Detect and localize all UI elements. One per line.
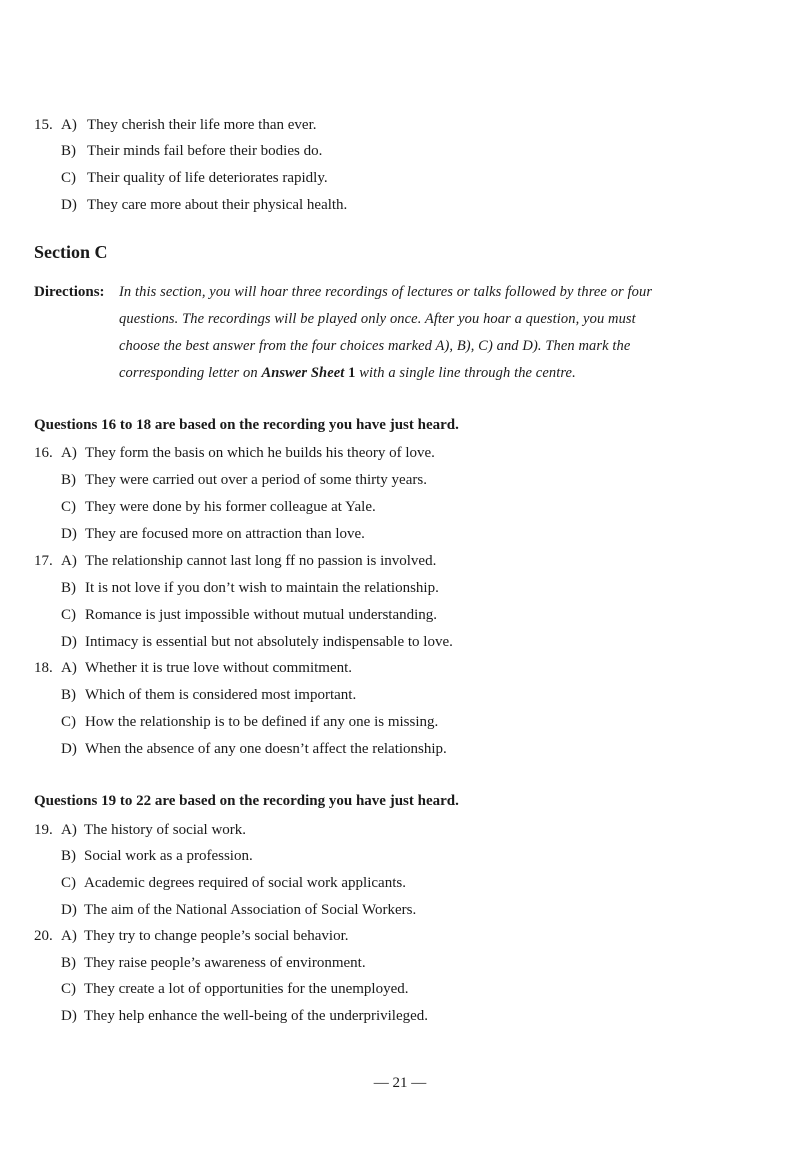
option-letter: D) — [61, 526, 77, 542]
option-letter: A) — [61, 928, 77, 944]
option-text: The aim of the National Association of Social Workers. — [84, 902, 417, 918]
option-letter: B) — [61, 848, 76, 864]
directions-line-2: questions. The recordings will be played only once. After you hoar a question, you must — [119, 311, 636, 327]
option-text: They care more about their physical health. — [87, 197, 348, 213]
question-number: 19. — [34, 822, 53, 838]
option-letter: C) — [61, 170, 76, 186]
option-text: Intimacy is essential but not absolutely indispensable to love. — [85, 634, 453, 650]
option-letter: C) — [61, 981, 76, 997]
option-letter: A) — [61, 822, 77, 838]
option-letter: D) — [61, 902, 77, 918]
answer-sheet-label: Answer Sheet — [261, 365, 345, 381]
option-text: They raise people’s awareness of environment. — [84, 955, 366, 971]
directions-label: Directions: — [34, 284, 105, 300]
questions-16-18-heading: Questions 16 to 18 are based on the recording you have just heard. — [34, 417, 459, 433]
option-letter: B) — [61, 472, 76, 488]
option-text: It is not love if you don’t wish to maintain the relationship. — [85, 580, 439, 596]
directions-line-4-start: corresponding letter on — [119, 365, 258, 381]
option-text: The history of social work. — [84, 822, 247, 838]
option-letter: B) — [61, 143, 76, 159]
option-text: They are focused more on attraction than love. — [85, 526, 365, 542]
directions-line-4 — [119, 365, 576, 382]
option-text: They cherish their life more than ever. — [87, 117, 317, 133]
option-letter: D) — [61, 1008, 77, 1024]
directions-line-1: In this section, you will hoar three recordings of lectures or talks followed by three or four — [119, 284, 653, 300]
option-text: Social work as a profession. — [84, 848, 253, 864]
section-title: Section C — [34, 242, 108, 262]
option-letter: A) — [61, 445, 77, 461]
option-text: They were done by his former colleague at Yale. — [85, 499, 376, 515]
option-text: Their minds fail before their bodies do. — [87, 143, 323, 159]
option-letter: B) — [61, 955, 76, 971]
option-letter: A) — [61, 553, 77, 569]
option-letter: A) — [61, 660, 77, 676]
option-letter: D) — [61, 634, 77, 650]
answer-sheet-number: 1 — [348, 365, 356, 381]
option-text: Academic degrees required of social work applicants. — [84, 875, 406, 891]
question-number: 15. — [34, 117, 53, 133]
option-text: When the absence of any one doesn’t affect the relationship. — [85, 741, 447, 757]
option-letter: D) — [61, 197, 77, 213]
option-letter: B) — [61, 580, 76, 596]
option-text: Romance is just impossible without mutual understanding. — [85, 607, 438, 623]
option-text: Which of them is considered most important. — [85, 687, 357, 703]
directions-line-3: choose the best answer from the four choices marked A), B), C) and D). Then mark the — [119, 338, 631, 354]
option-letter: C) — [61, 875, 76, 891]
option-text: The relationship cannot last long ff no passion is involved. — [85, 553, 437, 569]
option-letter: A) — [61, 117, 77, 133]
question-number: 17. — [34, 553, 53, 569]
question-number: 18. — [34, 660, 53, 676]
page-number: — 21 — — [373, 1075, 427, 1091]
option-letter: D) — [61, 741, 77, 757]
option-text: Their quality of life deteriorates rapidly. — [87, 170, 328, 186]
option-text: Whether it is true love without commitment. — [85, 660, 353, 676]
question-number: 16. — [34, 445, 53, 461]
option-text: They help enhance the well-being of the underprivileged. — [84, 1008, 429, 1024]
option-text: How the relationship is to be defined if any one is missing. — [85, 714, 439, 730]
option-letter: C) — [61, 607, 76, 623]
directions-line-4-end: with a single line through the centre. — [359, 365, 576, 381]
option-text: They form the basis on which he builds his theory of love. — [85, 445, 435, 461]
option-text: They create a lot of opportunities for the unemployed. — [84, 981, 409, 997]
question-number: 20. — [34, 928, 53, 944]
questions-19-22-heading: Questions 19 to 22 are based on the recording you have just heard. — [34, 793, 459, 809]
option-letter: C) — [61, 499, 76, 515]
option-letter: B) — [61, 687, 76, 703]
option-text: They try to change people’s social behavior. — [84, 928, 349, 944]
option-text: They were carried out over a period of some thirty years. — [85, 472, 427, 488]
option-letter: C) — [61, 714, 76, 730]
